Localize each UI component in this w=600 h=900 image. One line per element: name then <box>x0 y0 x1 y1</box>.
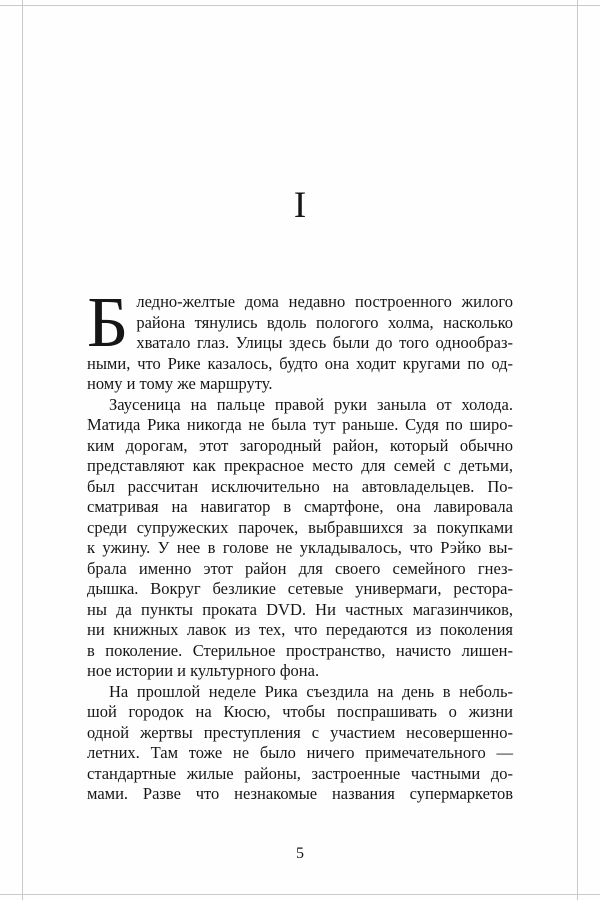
text-line: дышка. Вокруг безликие сетевые универмаги, рестора- <box>87 579 513 598</box>
text-line: был рассчитан исключительно на автовладельцев. По- <box>87 476 513 496</box>
text-line: хватало глаз. Улицы здесь были до того однообраз- <box>136 333 513 352</box>
page-edge-right <box>577 0 578 900</box>
text-line: Заусеница на пальце правой руки заныла от холода. <box>109 394 513 414</box>
text-line: мами. Разве что незнакомые названия супермаркетов <box>87 784 513 803</box>
text-line: На прошлой неделе Рика съездила на день в неболь- <box>109 681 513 701</box>
page-edge-left <box>22 0 23 900</box>
page-edge-top <box>0 5 600 6</box>
text-line: брала именно этот район для своего семейного гнез- <box>87 558 513 578</box>
paragraph <box>87 395 513 682</box>
text-line: Матида Рика никогда не была тут раньше. Судя по широ- <box>87 415 513 434</box>
text-line: ны да пункты проката DVD. Ни частных магазинчиков, <box>87 599 513 619</box>
paragraph <box>87 682 513 805</box>
chapter-heading: I <box>293 185 307 226</box>
text-line: ными, что Рике казалось, будто она ходит кругами по од- <box>87 353 513 373</box>
text-block <box>87 282 513 805</box>
text-line: района тянулись вдоль пологого холма, насколько <box>136 312 513 332</box>
text-line: ким дорогам, этот загородный район, который обычно <box>87 435 513 455</box>
text-line: среди супружеских парочек, выбравшихся за покупками <box>87 517 513 537</box>
text-line: ледно-желтые дома недавно построенного жилого <box>136 292 513 311</box>
paragraph <box>87 282 513 395</box>
page-edge-bottom <box>0 894 600 895</box>
text-line: в поколение. Стерильное пространство, начисто лишен- <box>87 640 513 660</box>
drop-cap: Б <box>87 282 129 362</box>
text-line: одной жертвы преступления с участием несовершенно- <box>87 722 513 742</box>
text-line: представляют как прекрасное место для семей с детьми, <box>87 456 513 475</box>
page-number: 5 <box>296 845 304 862</box>
text-line: шой городок на Кюсю, чтобы поспрашивать о жизни <box>87 702 513 721</box>
text-line: ное истории и культурного фона. <box>87 661 320 680</box>
text-line: к ужину. У нее в голове не укладывалось, что Рэйко вы- <box>87 538 513 557</box>
text-line: летних. Там тоже не было ничего примечательного — <box>87 743 513 762</box>
text-line: стандартные жилые районы, застроенные частными до- <box>87 763 513 783</box>
text-line: сматривая на навигатор в смартфоне, она лавировала <box>87 497 513 516</box>
text-line: ному и тому же маршруту. <box>87 374 273 393</box>
text-line: ни книжных лавок из тех, что передаются из поколения <box>87 620 513 639</box>
